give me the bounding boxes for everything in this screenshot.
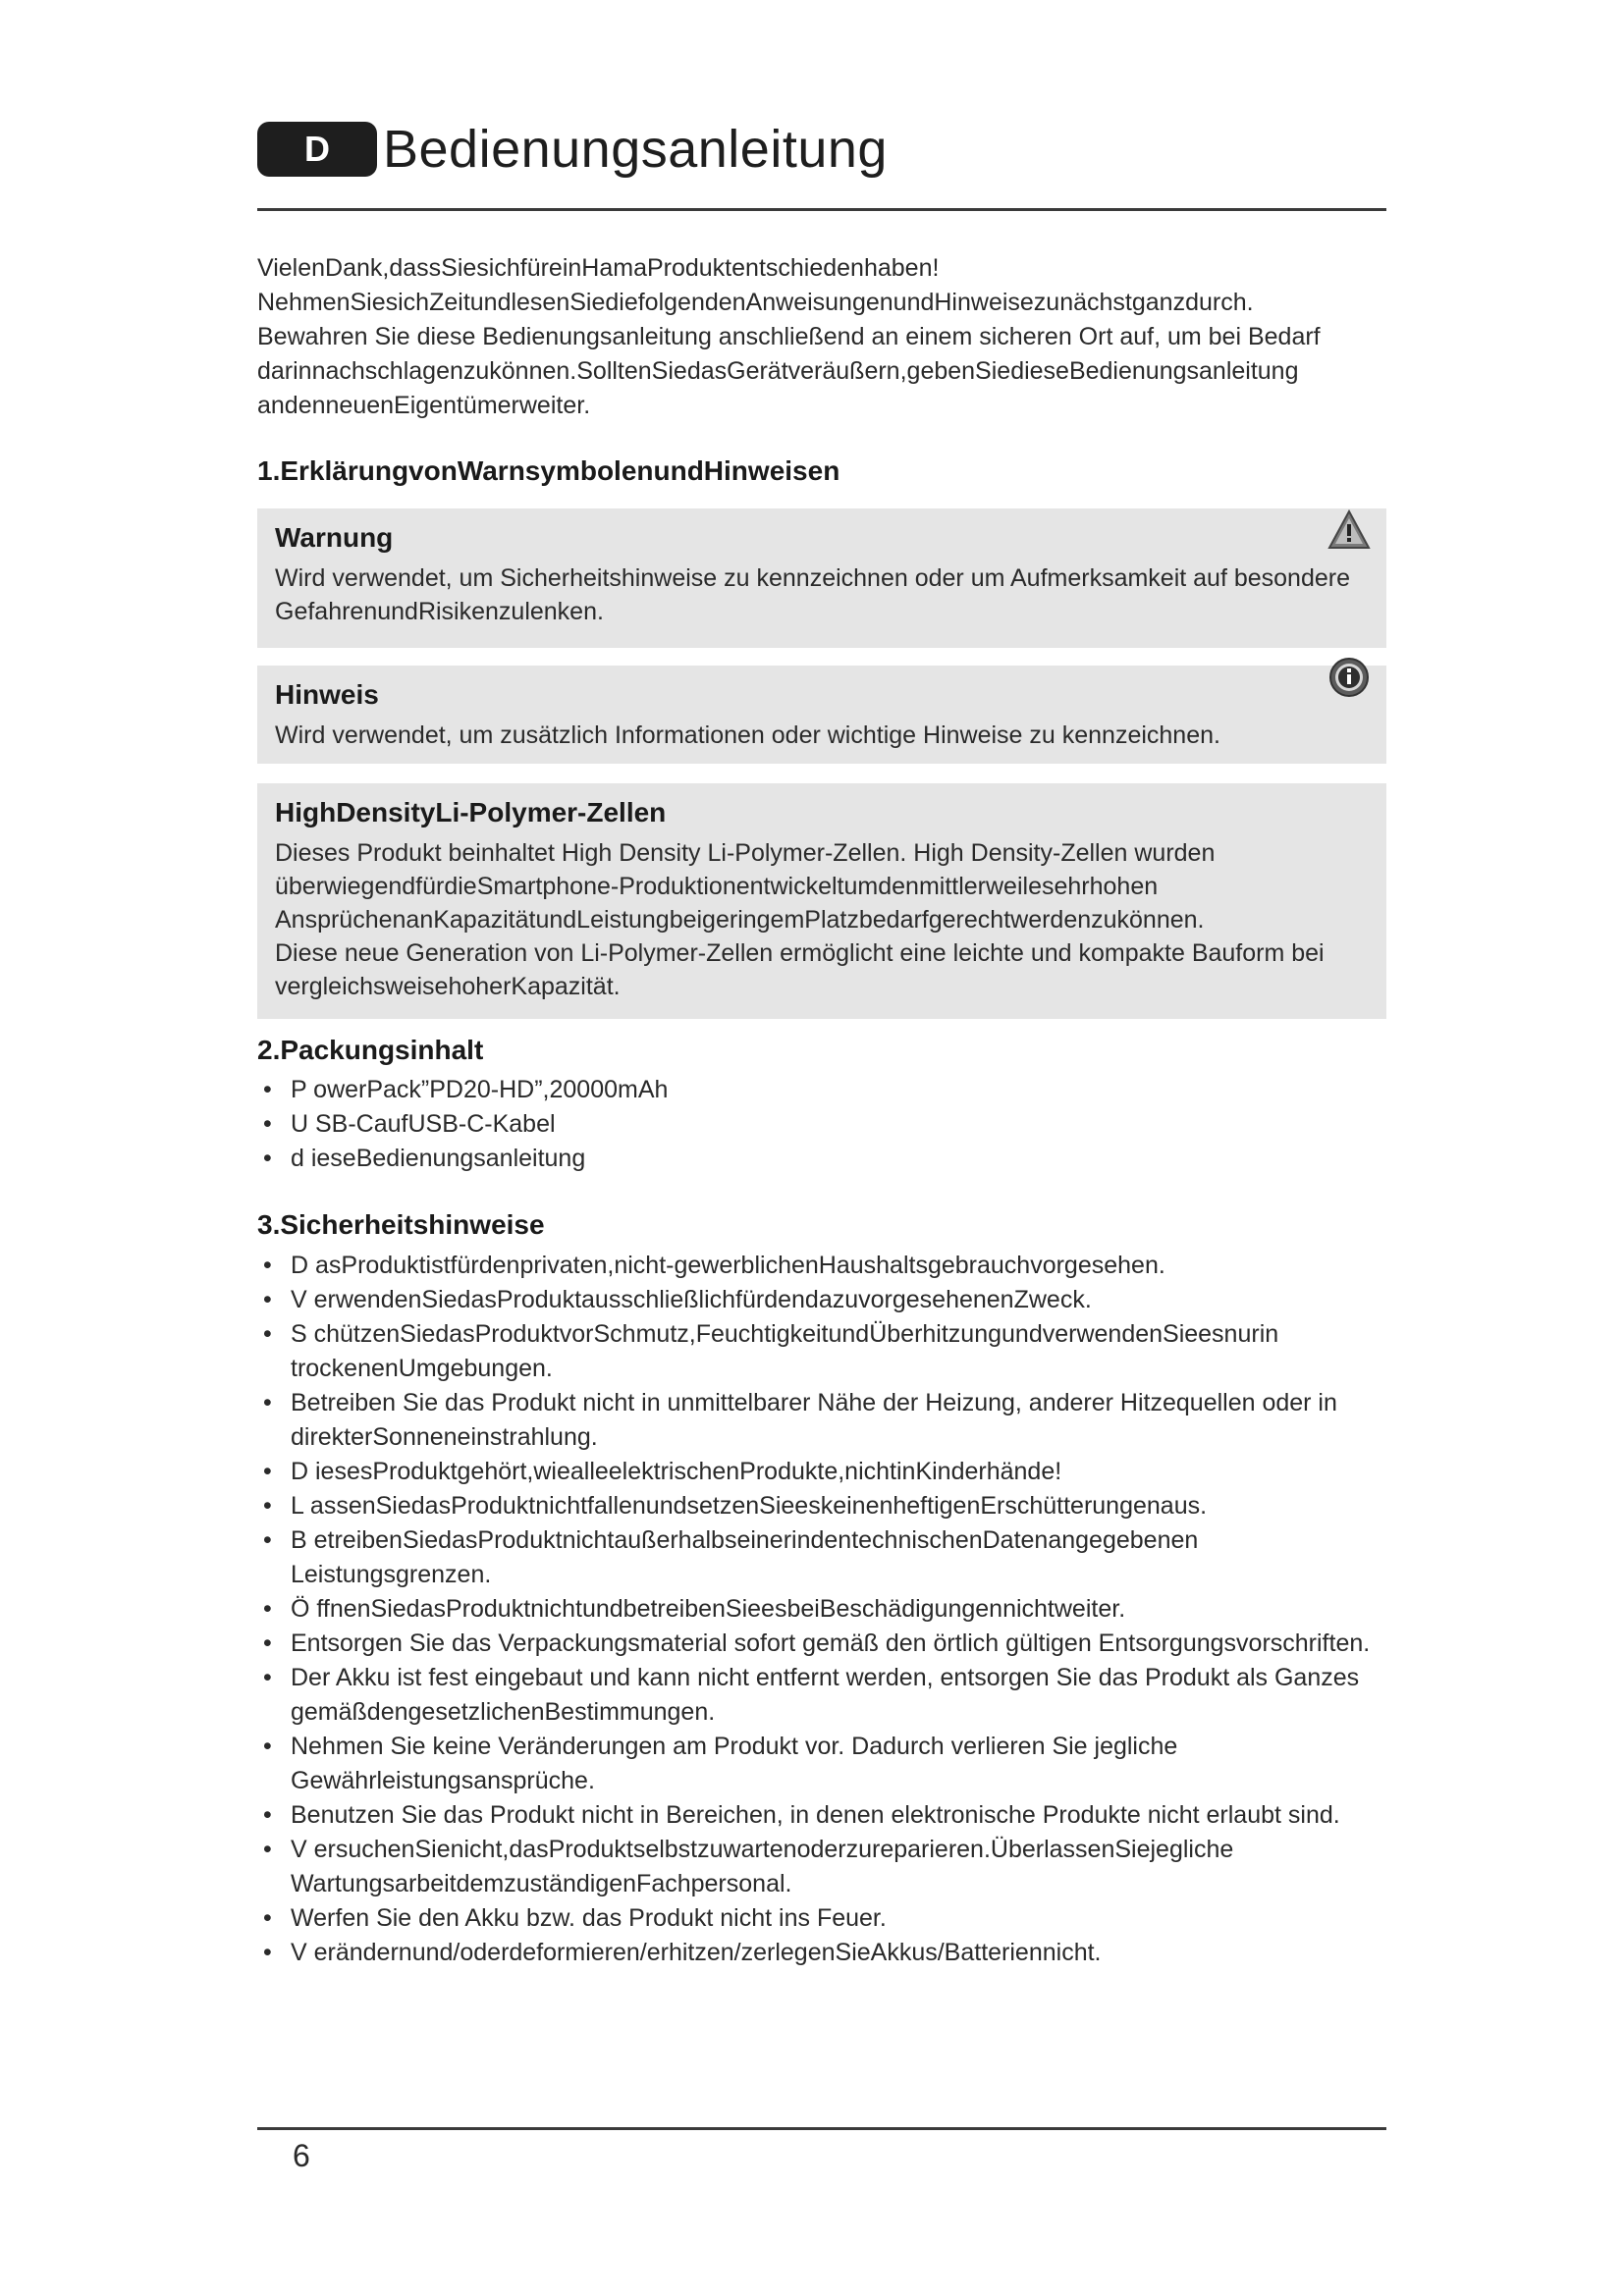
- list-item: • D iesesProduktgehört,wiealleelektrischenProdukte,nichtinKinderhände!: [257, 1455, 1386, 1489]
- list-item: • Ö ffnenSiedasProduktnichtundbetreibenSieesbeiBeschädigungennichtweiter.: [257, 1592, 1386, 1627]
- list-item: • V erwendenSiedasProduktausschließlichfürdendazuvorgesehenenZweck.: [257, 1283, 1386, 1317]
- package-contents-list: [257, 1073, 1386, 1176]
- hd-cells-title: HighDensityLi-Polymer-Zellen: [275, 797, 667, 828]
- hd-cells-line: AnsprüchenanKapazitätundLeistungbeigeringemPlatzbedarfgerechtwerdenzukönnen.: [275, 906, 1205, 934]
- list-item: • P owerPack”PD20-HD”,20000mAh: [257, 1073, 1386, 1107]
- intro-line: Bewahren Sie diese Bedienungsanleitung anschließend an einem sicheren Ort auf, um bei Bedarf: [257, 323, 1321, 350]
- list-item: • V erändernund/oderdeformieren/erhitzen/zerlegenSieAkkus/Batteriennicht.: [257, 1936, 1386, 1970]
- list-item: • D asProduktistfürdenprivaten,nicht-gewerblichenHaushaltsgebrauchvorgesehen.: [257, 1249, 1386, 1283]
- intro-line: NehmenSiesichZeitundlesenSiediefolgendenAnweisungenundHinweisezunächstganzdurch.: [257, 289, 1254, 316]
- header-divider: [257, 208, 1386, 211]
- list-item: • U SB-CaufUSB-C-Kabel: [257, 1107, 1386, 1142]
- hd-cells-line: Diese neue Generation von Li-Polymer-Zellen ermöglicht eine leichte und kompakte Bauform bei: [275, 939, 1325, 967]
- intro-line: darinnachschlagenzukönnen.SolltenSiedasGerätveräußern,gebenSiedieseBedienungsanleitung: [257, 357, 1299, 385]
- hd-cells-box: [257, 783, 1386, 1019]
- note-title: Hinweis: [275, 679, 379, 710]
- intro-paragraph: [257, 251, 1386, 423]
- list-item: • V ersuchenSienicht,dasProduktselbstzuwartenoderzureparieren.ÜberlassenSiejegliche WartungsarbeitdemzuständigenFachpersonal.: [257, 1833, 1386, 1901]
- warning-title: Warnung: [275, 522, 394, 553]
- list-item: • L assenSiedasProduktnichtfallenundsetzenSieeskeinenheftigenErschütterungenaus.: [257, 1489, 1386, 1523]
- hd-cells-line: überwiegendfürdieSmartphone-Produktionentwickeltumdenmittlerweilesehrhohen: [275, 873, 1159, 900]
- list-item: • S chützenSiedasProduktvorSchmutz,FeuchtigkeitundÜberhitzungundverwendenSieesnurin trockenenUmgebungen.: [257, 1317, 1386, 1386]
- page-header: [257, 114, 1386, 212]
- warning-triangle-icon: [1327, 508, 1371, 552]
- safety-list: [257, 1249, 1386, 1970]
- footer-divider: [257, 2127, 1386, 2130]
- list-item: • Betreiben Sie das Produkt nicht in unmittelbarer Nähe der Heizung, anderer Hitzequellen oder in direkterSonneneinstrahlung.: [257, 1386, 1386, 1455]
- warning-line: Wird verwendet, um Sicherheitshinweise zu kennzeichnen oder um Aufmerksamkeit auf besondere: [275, 564, 1350, 592]
- section-3-heading: 3.Sicherheitshinweise: [257, 1209, 545, 1240]
- intro-line: VielenDank,dassSiesichfüreinHamaProduktentschiedenhaben!: [257, 254, 940, 282]
- intro-line: andenneuenEigentümerweiter.: [257, 392, 591, 419]
- hd-cells-line: vergleichsweisehoherKapazität.: [275, 973, 621, 1000]
- section-1-heading: 1.ErklärungvonWarnsymbolenundHinweisen: [257, 455, 840, 486]
- list-item: • d ieseBedienungsanleitung: [257, 1142, 1386, 1176]
- page-title: Bedienungsanleitung: [383, 120, 888, 179]
- list-item: • Entsorgen Sie das Verpackungsmaterial sofort gemäß den örtlich gültigen Entsorgungsvorschriften.: [257, 1627, 1386, 1661]
- note-box: [257, 666, 1386, 764]
- warning-box: [257, 508, 1386, 648]
- section-2-heading: 2.Packungsinhalt: [257, 1035, 484, 1065]
- list-item: • Der Akku ist fest eingebaut und kann nicht entfernt werden, entsorgen Sie das Produkt als Ganzes gemäßdengesetzlichenBestimmungen.: [257, 1661, 1386, 1730]
- list-item: • Benutzen Sie das Produkt nicht in Bereichen, in denen elektronische Produkte nicht erlaubt sind.: [257, 1798, 1386, 1833]
- hd-cells-line: Dieses Produkt beinhaltet High Density Li-Polymer-Zellen. High Density-Zellen wurden: [275, 839, 1216, 867]
- list-item: • Werfen Sie den Akku bzw. das Produkt nicht ins Feuer.: [257, 1901, 1386, 1936]
- list-item: • B etreibenSiedasProduktnichtaußerhalbseinerindentechnischenDatenangegebenen Leistungsgrenzen.: [257, 1523, 1386, 1592]
- note-line: Wird verwendet, um zusätzlich Informationen oder wichtige Hinweise zu kennzeichnen.: [275, 721, 1220, 749]
- warning-line: GefahrenundRisikenzulenken.: [275, 598, 604, 625]
- language-badge: D: [257, 122, 377, 177]
- list-item: • Nehmen Sie keine Veränderungen am Produkt vor. Dadurch verlieren Sie jegliche Gewährleistungsansprüche.: [257, 1730, 1386, 1798]
- info-icon: [1327, 656, 1371, 699]
- page-number: 6: [293, 2138, 310, 2173]
